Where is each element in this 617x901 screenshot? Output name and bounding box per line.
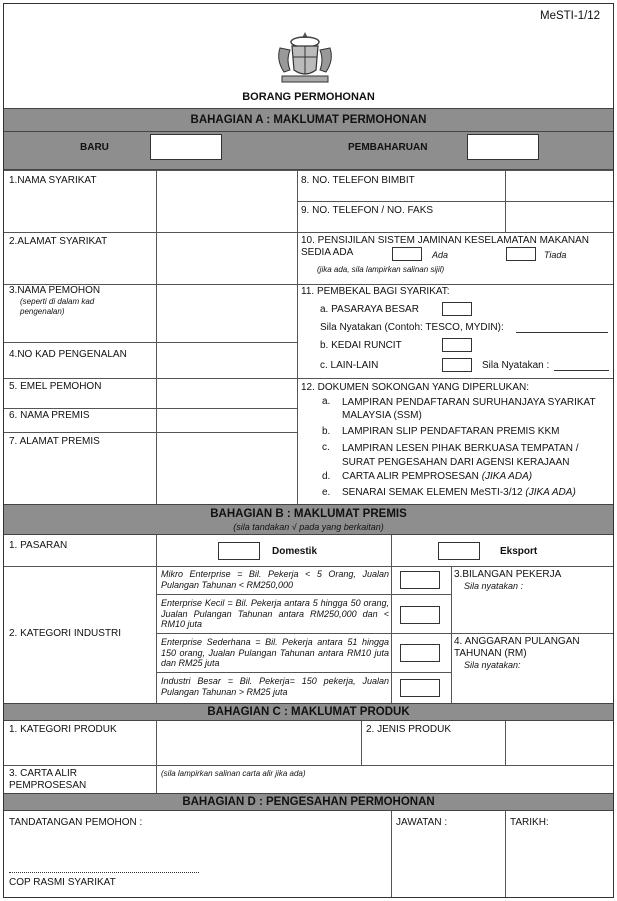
category-micro-text: Mikro Enterprise = Bil. Pekerja < 5 Orang, Jualan Pulangan Tahunan < RM250,000 bbox=[161, 569, 389, 590]
supplier-c-specify-line[interactable] bbox=[554, 370, 609, 371]
document-b-letter: b. bbox=[322, 426, 331, 437]
certification-label: 10. PENSIJILAN SISTEM JAMINAN KESELAMATAN MAKANAN SEDIA ADA bbox=[301, 235, 590, 258]
industry-category-label: 2. KATEGORI INDUSTRI bbox=[9, 628, 122, 639]
document-d-letter: d. bbox=[322, 471, 331, 482]
turnover-note: Sila nyatakan: bbox=[464, 660, 521, 670]
company-stamp-label: COP RASMI SYARIKAT bbox=[9, 877, 116, 888]
section-b-title: BAHAGIAN B : MAKLUMAT PREMIS bbox=[210, 508, 407, 520]
turnover-label: 4. ANGGARAN PULANGAN TAHUNAN (RM) bbox=[454, 636, 580, 659]
new-label: BARU bbox=[80, 142, 109, 153]
document-e-italic: (JIKA ADA) bbox=[525, 487, 576, 498]
category-small-checkbox[interactable] bbox=[400, 606, 440, 624]
supplier-a-specify-line[interactable] bbox=[516, 332, 608, 333]
domestic-checkbox[interactable] bbox=[218, 542, 260, 560]
supplier-c-specify-label: Sila Nyatakan : bbox=[482, 360, 550, 371]
document-e-main: SENARAI SEMAK ELEMEN MeSTI-3/12 bbox=[342, 487, 523, 498]
product-category-label: 1. KATEGORI PRODUK bbox=[9, 724, 117, 735]
document-b-text: LAMPIRAN SLIP PENDAFTARAN PREMIS KKM bbox=[342, 426, 560, 437]
section-b-subtitle: (sila tandakan √ pada yang berkaitan) bbox=[233, 522, 384, 532]
document-e-text bbox=[342, 487, 576, 499]
company-address-field[interactable] bbox=[157, 233, 296, 283]
signature-label: TANDATANGAN PEMOHON : bbox=[9, 817, 143, 828]
certification-no-checkbox[interactable] bbox=[506, 247, 536, 261]
fax-field[interactable] bbox=[506, 202, 612, 231]
ic-number-label: 4.NO KAD PENGENALAN bbox=[9, 349, 127, 360]
premise-name-field[interactable] bbox=[157, 409, 296, 431]
section-a-header bbox=[4, 108, 613, 132]
renewal-checkbox[interactable] bbox=[467, 134, 539, 160]
applicant-name-note: (seperti di dalam kad pengenalan) bbox=[20, 297, 95, 316]
supplier-a-checkbox[interactable] bbox=[442, 302, 472, 316]
document-a-text: LAMPIRAN PENDAFTARAN SURUHANJAYA SYARIKAT MALAYSIA (SSM) bbox=[342, 397, 596, 421]
document-a-letter: a. bbox=[322, 396, 331, 407]
document-c-letter: c. bbox=[322, 442, 330, 453]
section-c-header bbox=[4, 703, 613, 721]
company-name-field[interactable] bbox=[157, 171, 296, 231]
process-flow-note: (sila lampirkan salinan carta alir jika ada) bbox=[161, 769, 306, 778]
premise-address-label: 7. ALAMAT PREMIS bbox=[9, 436, 100, 447]
fax-label: 9. NO. TELEFON / NO. FAKS bbox=[301, 205, 434, 216]
section-a-title: BAHAGIAN A : MAKLUMAT PERMOHONAN bbox=[190, 114, 427, 126]
supplier-c-label: c. LAIN-LAIN bbox=[320, 360, 379, 371]
application-form bbox=[3, 3, 614, 898]
certification-yes-label: Ada bbox=[432, 250, 449, 260]
domestic-label: Domestik bbox=[272, 546, 318, 557]
new-checkbox[interactable] bbox=[150, 134, 222, 160]
company-address-label: 2.ALAMAT SYARIKAT bbox=[9, 236, 108, 247]
market-label: 1. PASARAN bbox=[9, 540, 68, 551]
company-name-label: 1.NAMA SYARIKAT bbox=[9, 175, 97, 186]
suppliers-label: 11. PEMBEKAL BAGI SYARIKAT: bbox=[301, 286, 450, 297]
mobile-phone-field[interactable] bbox=[506, 171, 612, 200]
form-code: MeSTI-1/12 bbox=[540, 10, 601, 22]
employees-label: 3.BILANGAN PEKERJA bbox=[454, 569, 562, 580]
supplier-b-checkbox[interactable] bbox=[442, 338, 472, 352]
document-d-italic: (JIKA ADA) bbox=[481, 471, 533, 482]
form-title: BORANG PERMOHONAN bbox=[242, 91, 375, 103]
export-checkbox[interactable] bbox=[438, 542, 480, 560]
document-c-text: LAMPIRAN LESEN PIHAK BERKUASA TEMPATAN / SURAT PENGESAHAN DARI AGENSI KERAJAAN bbox=[342, 443, 579, 468]
premise-name-label: 6. NAMA PREMIS bbox=[9, 410, 90, 421]
export-label: Eksport bbox=[500, 546, 538, 557]
product-category-field[interactable] bbox=[157, 722, 360, 764]
document-d-text bbox=[342, 471, 532, 483]
supplier-c-checkbox[interactable] bbox=[442, 358, 472, 372]
process-flow-label: 3. CARTA ALIR PEMPROSESAN bbox=[9, 768, 87, 791]
section-d-header bbox=[4, 793, 613, 811]
applicant-name-label: 3.NAMA PEMOHON bbox=[9, 285, 101, 296]
coat-of-arms-logo bbox=[272, 30, 338, 86]
certification-yes-checkbox[interactable] bbox=[392, 247, 422, 261]
category-medium-checkbox[interactable] bbox=[400, 644, 440, 662]
product-type-label: 2. JENIS PRODUK bbox=[366, 724, 452, 735]
position-label: JAWATAN : bbox=[396, 817, 448, 828]
date-label: TARIKH: bbox=[510, 817, 549, 828]
supplier-a-label: a. PASARAYA BESAR bbox=[320, 304, 419, 315]
mobile-phone-label: 8. NO. TELEFON BIMBIT bbox=[301, 175, 415, 186]
section-d-title: BAHAGIAN D : PENGESAHAN PERMOHONAN bbox=[182, 796, 435, 808]
supplier-a-specify-label: Sila Nyatakan (Contoh: TESCO, MYDIN): bbox=[320, 322, 504, 333]
ic-number-field[interactable] bbox=[157, 343, 296, 377]
certification-no-label: Tiada bbox=[544, 250, 567, 260]
applicant-name-field[interactable] bbox=[157, 285, 296, 341]
signature-line[interactable] bbox=[9, 872, 199, 873]
category-large-checkbox[interactable] bbox=[400, 679, 440, 697]
premise-address-field[interactable] bbox=[157, 433, 296, 503]
renewal-label: PEMBAHARUAN bbox=[348, 142, 428, 153]
document-e-letter: e. bbox=[322, 487, 331, 498]
product-type-field[interactable] bbox=[506, 722, 612, 764]
section-c-title: BAHAGIAN C : MAKLUMAT PRODUK bbox=[207, 706, 410, 718]
supplier-b-label: b. KEDAI RUNCIT bbox=[320, 340, 402, 351]
category-large-text: Industri Besar = Bil. Pekerja= 150 pekerja, Jualan Pulangan Tahunan > RM25 juta bbox=[161, 676, 389, 697]
email-label: 5. EMEL PEMOHON bbox=[9, 381, 102, 392]
email-field[interactable] bbox=[157, 379, 296, 407]
employees-note: Sila nyatakan : bbox=[464, 581, 524, 591]
category-micro-checkbox[interactable] bbox=[400, 571, 440, 589]
document-d-main: CARTA ALIR PEMPROSESAN bbox=[342, 471, 479, 482]
category-medium-text: Enterprise Sederhana = Bil. Pekerja antara 51 hingga 150 orang, Jualan Pulangan Tahunan antara RM10 juta dan RM25 juta bbox=[161, 637, 389, 668]
documents-label: 12. DOKUMEN SOKONGAN YANG DIPERLUKAN: bbox=[301, 382, 530, 393]
certification-note: (jika ada, sila lampirkan salinan sijil) bbox=[317, 265, 445, 274]
category-small-text: Enterprise Kecil = Bil. Pekerja antara 5 hingga 50 orang, Jualan Pulangan Tahunan antara RM250,000 dan < RM10 juta bbox=[161, 598, 389, 629]
section-b-header bbox=[4, 504, 613, 535]
